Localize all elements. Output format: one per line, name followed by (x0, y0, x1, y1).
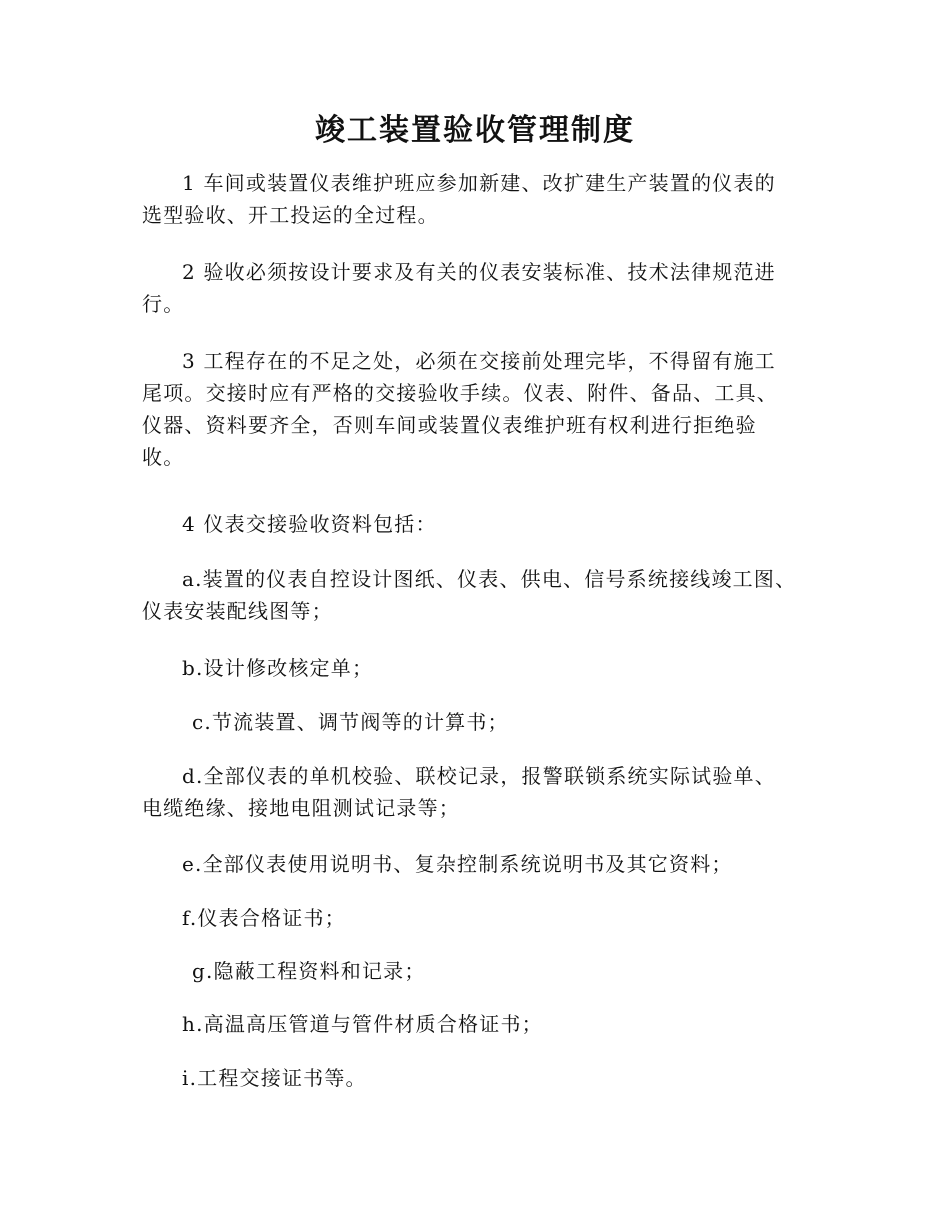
document-title: 竣工装置验收管理制度 (315, 113, 635, 148)
paragraph-2: 2 验收必须按设计要求及有关的仪表安装标准、技术法律规范进行。 (142, 260, 776, 316)
paragraph-4: 4 仪表交接验收资料包括： (182, 512, 437, 536)
list-item-e: e.全部仪表使用说明书、复杂控制系统说明书及其它资料； (182, 852, 733, 876)
list-item-f: f.仪表合格证书； (182, 906, 346, 930)
list-item-i: i.工程交接证书等。 (182, 1066, 367, 1090)
list-item-c: c.节流装置、调节阀等的计算书； (192, 710, 509, 734)
paragraph-1: 1 车间或装置仪表维护班应参加新建、改扩建生产装置的仪表的选型验收、开工投运的全过程。 (142, 171, 776, 227)
list-item-d: d.全部仪表的单机校验、联校记录，报警联锁系统实际试验单、电缆绝缘、接地电阻测试记录等； (142, 764, 776, 820)
list-item-a: a.装置的仪表自控设计图纸、仪表、供电、信号系统接线竣工图、仪表安装配线图等； (142, 567, 797, 623)
list-item-b: b.设计修改核定单； (182, 656, 374, 680)
paragraph-3: 3 工程存在的不足之处，必须在交接前处理完毕，不得留有施工尾项。交接时应有严格的交接验收手续。仪表、附件、备品、工具、仪器、资料要齐全，否则车间或装置仪表维护班有权利进行拒绝验收。 (142, 349, 778, 469)
list-item-h: h.高温高压管道与管件材质合格证书； (182, 1012, 543, 1036)
list-item-g: g.隐蔽工程资料和记录； (192, 959, 426, 983)
